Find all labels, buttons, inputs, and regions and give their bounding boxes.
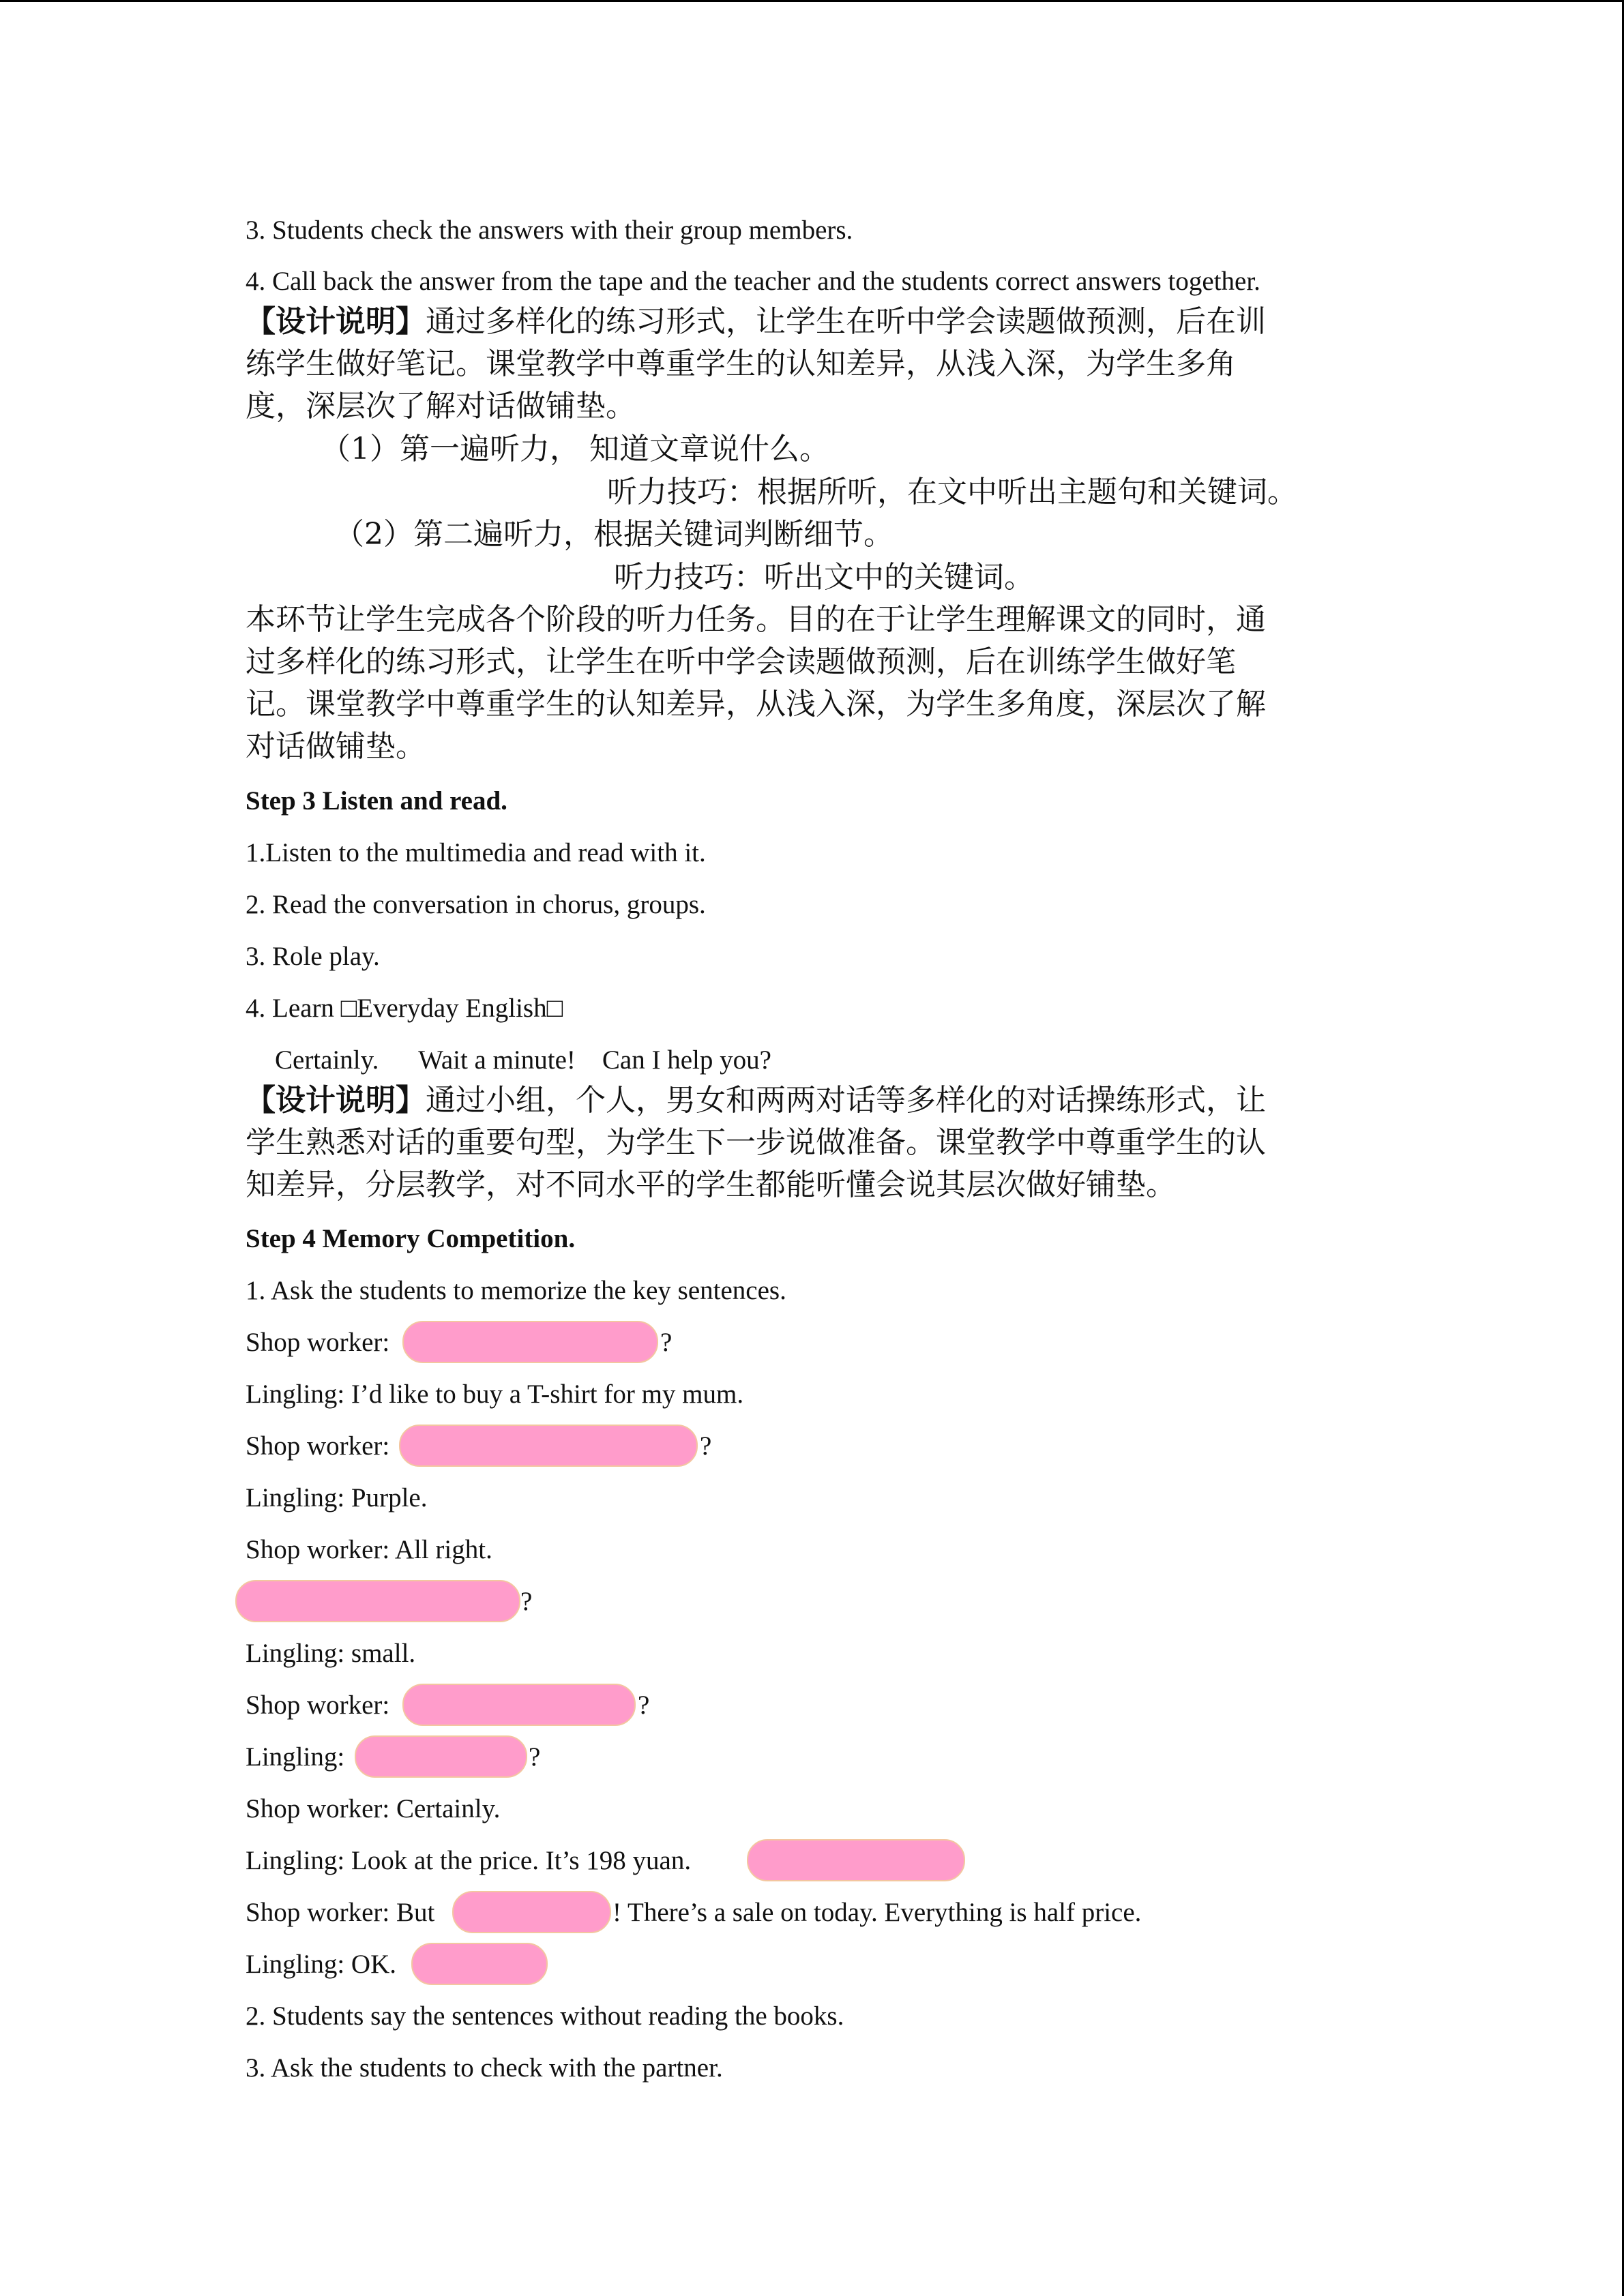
design-note-1-line1: 【设计说明】通过多样化的练习形式，让学生在听中学会读题做预测，后在训 [246, 304, 1266, 339]
everyday-english-phrases: Certainly. Wait a minute! Can I help you? [275, 1045, 771, 1075]
dialogue-line-3-end: ? [700, 1431, 712, 1461]
step-3-item-2: 2. Read the conversation in chorus, groups. [246, 890, 706, 919]
step-3-heading: Step 3 Listen and read. [246, 786, 507, 816]
blank-highlight-7 [452, 1891, 611, 1933]
listening-tip-1: 听力技巧：根据所听，在文中听出主题句和关键词。 [607, 475, 1297, 509]
dialogue-line-12a: Shop worker: But [246, 1898, 435, 1927]
step-4-item-1: 1. Ask the students to memorize the key sentences. [246, 1276, 786, 1305]
dialogue-line-2: Lingling: I’d like to buy a T-shirt for my mum. [246, 1380, 744, 1409]
step-3-item-1: 1.Listen to the multimedia and read with it. [246, 838, 706, 867]
design-note-label: 【设计说明】 [246, 304, 426, 339]
listen-item-3: 3. Students check the answers with their group members. [246, 215, 853, 245]
listening-tip-2: 听力技巧：听出文中的关键词。 [614, 560, 1034, 595]
dialogue-line-5: Shop worker: All right. [246, 1535, 492, 1564]
dialogue-line-9: Lingling: [246, 1742, 345, 1772]
design-note-1-para2: 过多样化的练习形式，让学生在听中学会读题做预测，后在训练学生做好笔 [246, 644, 1236, 679]
dialogue-line-12b: ! There’s a sale on today. Everything is half price. [612, 1898, 1142, 1927]
dialogue-line-13: Lingling: OK. [246, 1950, 396, 1979]
design-note-label: 【设计说明】 [246, 1083, 426, 1118]
listening-pass-1: （1）第一遍听力， 知道文章说什么。 [321, 432, 829, 466]
listening-pass-2: （2）第二遍听力，根据关键词判断细节。 [334, 517, 894, 552]
dialogue-line-11: Lingling: Look at the price. It’s 198 yuan. [246, 1846, 692, 1875]
dialogue-line-8-end: ? [638, 1690, 650, 1720]
design-note-2-line3: 知差异，分层教学，对不同水平的学生都能听懂会说其层次做好铺垫。 [246, 1167, 1176, 1202]
blank-highlight-2 [399, 1425, 698, 1467]
dialogue-line-4: Lingling: Purple. [246, 1483, 428, 1512]
dialogue-line-1: Shop worker: [246, 1328, 390, 1357]
blank-highlight-6 [747, 1839, 965, 1881]
dialogue-line-3: Shop worker: [246, 1431, 390, 1461]
dialogue-line-8: Shop worker: [246, 1690, 390, 1720]
dialogue-line-9-end: ? [529, 1742, 541, 1772]
design-note-2-line1: 【设计说明】通过小组，个人，男女和两两对话等多样化的对话操练形式，让 [246, 1083, 1266, 1118]
step-4-item-3: 3. Ask the students to check with the partner. [246, 2053, 723, 2083]
step-4-item-2: 2. Students say the sentences without reading the books. [246, 2001, 844, 2031]
blank-highlight-5 [355, 1735, 527, 1778]
design-note-1-line2: 练学生做好笔记。课堂教学中尊重学生的认知差异，从浅入深，为学生多角 [246, 346, 1236, 381]
blank-highlight-1 [402, 1321, 658, 1363]
blank-highlight-4 [402, 1684, 636, 1726]
dialogue-line-6-end: ? [520, 1587, 533, 1616]
top-border [0, 0, 1624, 2]
design-note-1-para3: 记。课堂教学中尊重学生的认知差异，从浅入深，为学生多角度，深层次了解 [246, 687, 1266, 721]
step-4-heading: Step 4 Memory Competition. [246, 1224, 576, 1253]
step-3-item-4: 4. Learn □Everyday English□ [246, 994, 563, 1023]
design-note-1-para1: 本环节让学生完成各个阶段的听力任务。目的在于让学生理解课文的同时，通 [246, 602, 1266, 637]
design-note-1-line3: 度，深层次了解对话做铺垫。 [246, 389, 636, 423]
dialogue-line-7: Lingling: small. [246, 1639, 416, 1668]
dialogue-line-1-end: ? [660, 1328, 673, 1357]
blank-highlight-3 [235, 1580, 520, 1622]
blank-highlight-8 [411, 1943, 548, 1985]
listen-item-4: 4. Call back the answer from the tape and the teacher and the students correct answers together. [246, 267, 1260, 296]
design-note-1-para4: 对话做铺垫。 [246, 729, 426, 764]
step-3-item-3: 3. Role play. [246, 942, 380, 971]
dialogue-line-10: Shop worker: Certainly. [246, 1794, 501, 1823]
design-note-2-line2: 学生熟悉对话的重要句型，为学生下一步说做准备。课堂教学中尊重学生的认 [246, 1125, 1266, 1160]
